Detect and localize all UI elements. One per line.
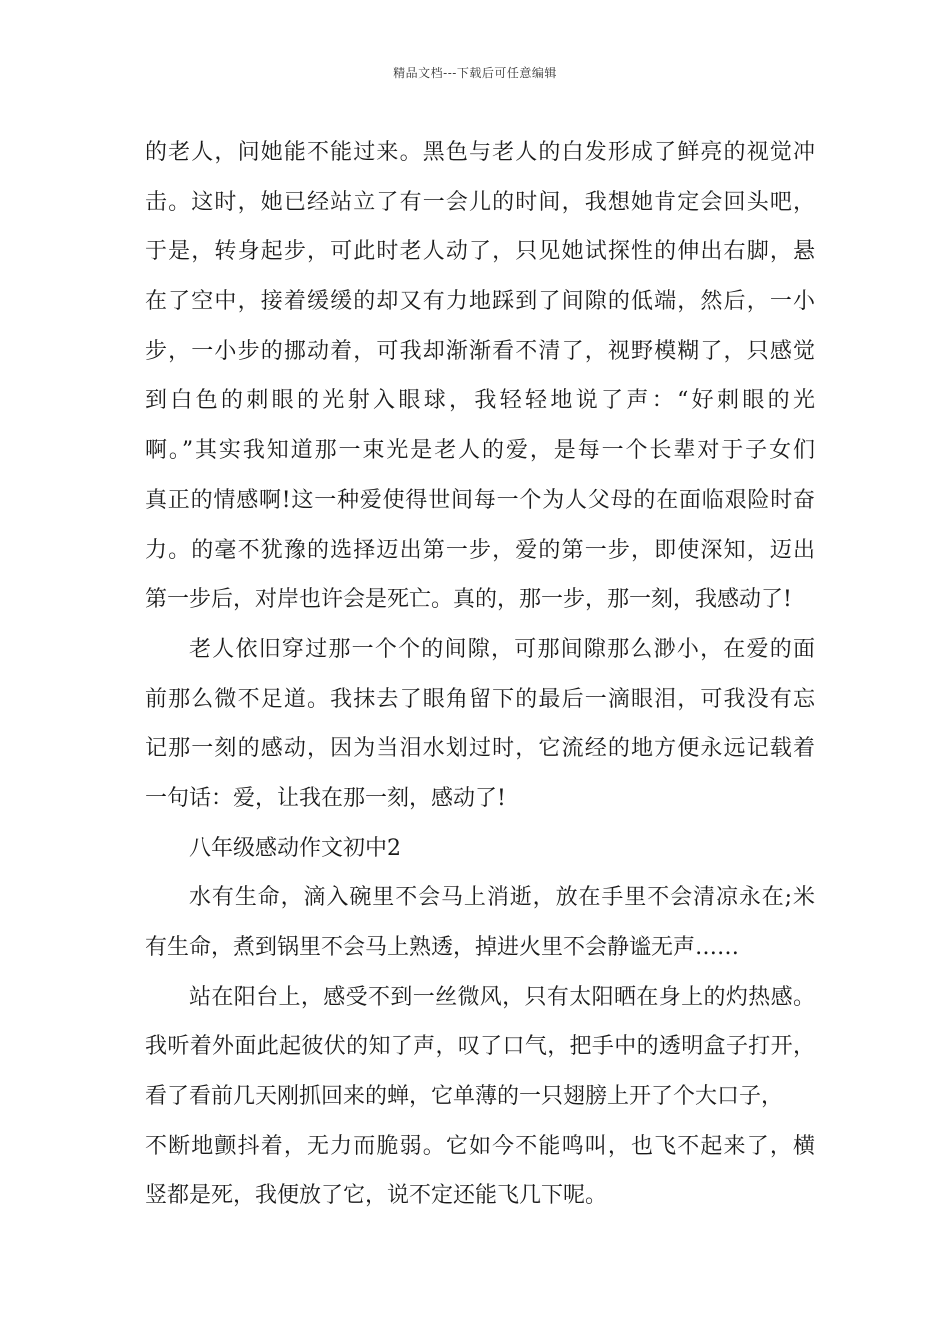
document-body xyxy=(145,128,815,1221)
text-line: 站在阳台上，感受不到一丝微风，只有太阳晒在身上的灼热感。 xyxy=(189,984,815,1010)
text-line: 竖都是死，我便放了它，说不定还能飞几下呢。 xyxy=(145,1183,608,1209)
text-line: 我听着外面此起彼伏的知了声，叹了口气，把手中的透明盒子打开， xyxy=(145,1034,815,1060)
text-line: 第一步后，对岸也许会是死亡。真的，那一步，那一刻，我感动了! xyxy=(145,587,792,613)
text-line: 在了空中，接着缓缓的却又有力地踩到了间隙的低端，然后，一小 xyxy=(145,289,815,315)
text-line: 的老人，问她能不能过来。黑色与老人的白发形成了鲜亮的视觉冲 xyxy=(145,140,815,165)
text-line: 不断地颤抖着，无力而脆弱。它如今不能鸣叫，也飞不起来了，横 xyxy=(145,1133,815,1159)
text-line: 八年级感动作文初中2 xyxy=(189,835,401,861)
text-line: 老人依旧穿过那一个个的间隙，可那间隙那么渺小，在爱的面 xyxy=(189,636,815,662)
text-line: 击。这时，她已经站立了有一会儿的时间，我想她肯定会回头吧， xyxy=(145,189,815,215)
text-line: 真正的情感啊!这一种爱使得世间每一个为人父母的在面临艰险时奋 xyxy=(145,487,815,513)
text-line: 啊。”其实我知道那一束光是老人的爱，是每一个长辈对于子女们 xyxy=(145,438,815,464)
page-header: 精品文档---下载后可任意编辑 xyxy=(393,66,557,80)
text-line: 于是，转身起步，可此时老人动了，只见她试探性的伸出右脚，悬 xyxy=(145,239,815,265)
text-line: 一句话：爱，让我在那一刻，感动了! xyxy=(145,785,506,811)
text-line: 前那么微不足道。我抹去了眼角留下的最后一滴眼泪，可我没有忘 xyxy=(145,686,815,712)
text-line: 记那一刻的感动，因为当泪水划过时，它流经的地方便永远记载着 xyxy=(145,736,815,762)
text-line: 力。的毫不犹豫的选择迈出第一步，爱的第一步，即使深知，迈出 xyxy=(145,537,815,563)
text-line: 看了看前几天刚抓回来的蝉，它单薄的一只翅膀上开了个大口子， xyxy=(145,1084,784,1110)
text-line: 水有生命，滴入碗里不会马上消逝，放在手里不会清凉永在;米 xyxy=(189,885,815,911)
text-line: 有生命，煮到锅里不会马上熟透，掉进火里不会静谧无声…… xyxy=(145,935,740,960)
text-line: 步，一小步的挪动着，可我却渐渐看不清了，视野模糊了，只感觉 xyxy=(145,338,815,364)
text-line: 到白色的刺眼的光射入眼球，我轻轻地说了声：“好刺眼的光 xyxy=(145,388,815,414)
